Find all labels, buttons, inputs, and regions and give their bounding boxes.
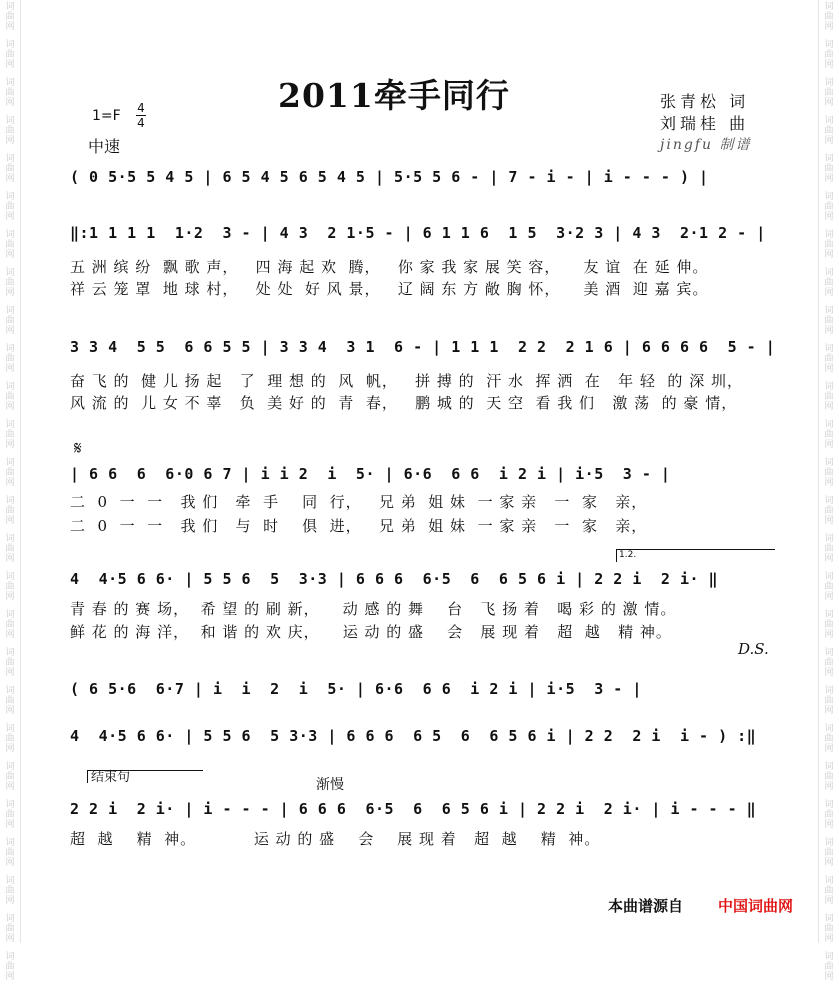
watermark-block (821, 152, 837, 190)
watermark-char: 曲 (824, 50, 834, 60)
notation-line: 3 3 4 5 5 6 6 5 5 | 3 3 4 3 1 6 - | 1 1 1 2 2 2 1 6 | 6 6 6 6 5 - | (70, 338, 776, 356)
watermark-char: 词 (5, 952, 15, 962)
watermark-block (2, 342, 18, 380)
watermark-block (821, 874, 837, 912)
lyric-verse-1: 奋 飞 的 健 儿 扬 起 了 理 想 的 风 帆， 拼 搏 的 汗 水 挥 洒 在 年 轻 的 深 圳， (70, 372, 743, 390)
watermark-char: 词 (824, 116, 834, 126)
watermark-char: 词 (824, 458, 834, 468)
watermark-char: 词 (5, 724, 15, 734)
watermark-char: 网 (824, 668, 834, 678)
watermark-block (2, 304, 18, 342)
watermark-char: 曲 (5, 164, 15, 174)
watermark-char: 曲 (824, 202, 834, 212)
lyric-verse-2: 祥 云 笼 罩 地 球 村， 处 处 好 风 景， 辽 阔 东 方 敞 胸 怀， 美 酒 迎 嘉 宾。 (70, 280, 709, 298)
watermark-char: 网 (824, 250, 834, 260)
watermark-char: 曲 (5, 354, 15, 364)
footer-site-link[interactable]: 中国词曲网 (718, 897, 794, 915)
composer-credit: 刘瑞桂 曲 (660, 114, 750, 133)
watermark-block (2, 38, 18, 76)
time-signature (136, 102, 146, 129)
watermark-block (821, 912, 837, 950)
watermark-block (2, 0, 18, 38)
watermark-char: 词 (824, 344, 834, 354)
watermark-char: 词 (5, 2, 15, 12)
watermark-char: 网 (5, 592, 15, 602)
watermark-block (821, 608, 837, 646)
watermark-char: 网 (5, 896, 15, 906)
watermark-char: 词 (5, 382, 15, 392)
watermark-block (821, 380, 837, 418)
watermark-char: 曲 (5, 430, 15, 440)
watermark-char: 网 (5, 60, 15, 70)
watermark-char: 词 (5, 876, 15, 886)
segno-sign: 𝄋 (74, 438, 82, 459)
watermark-char: 网 (824, 972, 834, 982)
watermark-char: 网 (824, 174, 834, 184)
watermark-char: 网 (5, 440, 15, 450)
watermark-block (821, 684, 837, 722)
watermark-char: 曲 (824, 506, 834, 516)
watermark-char: 网 (5, 934, 15, 944)
watermark-block (2, 722, 18, 760)
volta-bracket: 1.2. (616, 549, 775, 562)
watermark-char: 网 (824, 934, 834, 944)
watermark-block (2, 874, 18, 912)
watermark-char: 曲 (5, 240, 15, 250)
watermark-block (821, 114, 837, 152)
lyric-verse-1: 二 0 一 一 我 们 牵 手 同 行， 兄 弟 姐 妹 一 家 亲 一 家 亲， (70, 493, 648, 511)
lyricist-credit: 张青松 词 (660, 92, 750, 111)
watermark-block (821, 836, 837, 874)
watermark-char: 词 (5, 40, 15, 50)
watermark-char: 曲 (824, 886, 834, 896)
watermark-block (2, 456, 18, 494)
watermark-block (2, 912, 18, 950)
watermark-block (821, 760, 837, 798)
arranger-credit: jingfu 制谱 (660, 137, 752, 153)
watermark-char: 网 (824, 326, 834, 336)
key-signature: 1=F (92, 108, 121, 124)
watermark-block (821, 0, 837, 38)
watermark-char: 词 (5, 838, 15, 848)
watermark-char: 曲 (824, 696, 834, 706)
watermark-char: 曲 (824, 468, 834, 478)
watermark-char: 网 (824, 98, 834, 108)
watermark-char: 曲 (824, 924, 834, 934)
ending-bracket: 结束句 (87, 770, 203, 783)
watermark-char: 词 (824, 838, 834, 848)
watermark-block (821, 570, 837, 608)
watermark-char: 词 (824, 154, 834, 164)
lyric-verse-2: 风 流 的 儿 女 不 辜 负 美 好 的 青 春， 鹏 城 的 天 空 看 我 们 激 荡 的 豪 情， (70, 394, 738, 412)
watermark-char: 曲 (824, 164, 834, 174)
watermark-char: 词 (5, 496, 15, 506)
watermark-char: 词 (824, 914, 834, 924)
watermark-char: 词 (824, 192, 834, 202)
watermark-char: 曲 (824, 848, 834, 858)
watermark-char: 曲 (824, 392, 834, 402)
watermark-char: 曲 (5, 88, 15, 98)
watermark-char: 曲 (824, 12, 834, 22)
song-title: 2011牵手同行 (278, 76, 510, 115)
watermark-char: 网 (824, 60, 834, 70)
watermark-char: 词 (824, 2, 834, 12)
meter-bottom: 4 (137, 116, 145, 130)
watermark-block (2, 494, 18, 532)
watermark-block (821, 190, 837, 228)
watermark-char: 词 (5, 116, 15, 126)
watermark-char: 网 (5, 706, 15, 716)
right-margin-rule (818, 0, 819, 943)
lyric-verse-2: 二 0 一 一 我 们 与 时 俱 进， 兄 弟 姐 妹 一 家 亲 一 家 亲， (70, 517, 648, 535)
watermark-char: 网 (824, 896, 834, 906)
watermark-block (821, 418, 837, 456)
watermark-char: 词 (5, 914, 15, 924)
watermark-char: 网 (5, 744, 15, 754)
watermark-char: 网 (5, 288, 15, 298)
watermark-char: 曲 (5, 316, 15, 326)
notation-line: 4 4·5 6 6· | 5 5 6 5 3·3 | 6 6 6 6·5 6 6 5 6 i | 2 2 i 2 i· ‖ (70, 570, 719, 588)
watermark-char: 曲 (824, 126, 834, 136)
watermark-char: 网 (824, 22, 834, 32)
right-watermark (821, 0, 837, 982)
watermark-char: 网 (5, 630, 15, 640)
watermark-char: 词 (824, 648, 834, 658)
watermark-char: 曲 (5, 544, 15, 554)
watermark-block (821, 722, 837, 760)
watermark-char: 网 (824, 858, 834, 868)
watermark-char: 词 (824, 534, 834, 544)
watermark-block (821, 532, 837, 570)
ritardando-marking: 渐慢 (316, 777, 344, 793)
footer-source-label: 本曲谱源自 (608, 897, 684, 915)
watermark-block (821, 798, 837, 836)
watermark-char: 网 (5, 516, 15, 526)
watermark-block (821, 76, 837, 114)
watermark-char: 网 (5, 174, 15, 184)
watermark-char: 词 (5, 610, 15, 620)
watermark-block (821, 266, 837, 304)
watermark-block (2, 608, 18, 646)
watermark-block (2, 190, 18, 228)
notation-line: ( 6 5·6 6·7 | i i 2 i 5· | 6·6 6 6 i 2 i | i·5 3 - | (70, 680, 642, 698)
watermark-char: 曲 (5, 50, 15, 60)
watermark-char: 曲 (5, 696, 15, 706)
watermark-char: 曲 (5, 848, 15, 858)
watermark-block (2, 266, 18, 304)
watermark-char: 网 (824, 782, 834, 792)
watermark-char: 网 (824, 212, 834, 222)
watermark-char: 词 (824, 762, 834, 772)
watermark-char: 网 (5, 782, 15, 792)
watermark-block (2, 798, 18, 836)
watermark-block (2, 228, 18, 266)
watermark-char: 曲 (824, 278, 834, 288)
watermark-char: 词 (824, 78, 834, 88)
watermark-char: 词 (824, 876, 834, 886)
watermark-block (2, 152, 18, 190)
watermark-block (2, 836, 18, 874)
watermark-char: 词 (5, 306, 15, 316)
watermark-block (821, 456, 837, 494)
watermark-char: 词 (824, 800, 834, 810)
watermark-char: 词 (824, 268, 834, 278)
watermark-char: 曲 (824, 88, 834, 98)
watermark-char: 曲 (5, 962, 15, 972)
watermark-char: 曲 (824, 734, 834, 744)
watermark-char: 网 (824, 592, 834, 602)
watermark-block (821, 950, 837, 988)
watermark-char: 曲 (5, 12, 15, 22)
lyric-verse-1: 五 洲 缤 纷 飘 歌 声， 四 海 起 欢 腾， 你 家 我 家 展 笑 容， 友 谊 在 延 伸。 (70, 258, 709, 276)
watermark-char: 词 (5, 534, 15, 544)
watermark-char: 词 (5, 572, 15, 582)
lyric-verse-2: 鲜 花 的 海 洋， 和 谐 的 欢 庆， 运 动 的 盛 会 展 现 着 超 越 精 神。 (70, 623, 672, 641)
watermark-char: 曲 (5, 810, 15, 820)
notation-line: 2 2 i 2 i· | i - - - | 6 6 6 6·5 6 6 5 6 i | 2 2 i 2 i· | i - - - ‖ (70, 800, 757, 818)
watermark-char: 网 (5, 326, 15, 336)
watermark-block (2, 950, 18, 988)
watermark-char: 曲 (824, 316, 834, 326)
tempo-marking: 中速 (88, 137, 121, 156)
watermark-char: 曲 (824, 772, 834, 782)
watermark-char: 网 (5, 402, 15, 412)
watermark-char: 词 (5, 420, 15, 430)
watermark-char: 网 (5, 478, 15, 488)
watermark-char: 网 (5, 820, 15, 830)
watermark-char: 网 (824, 364, 834, 374)
watermark-char: 曲 (5, 468, 15, 478)
watermark-block (821, 494, 837, 532)
watermark-char: 曲 (5, 126, 15, 136)
watermark-block (821, 646, 837, 684)
watermark-char: 曲 (5, 620, 15, 630)
notation-line: | 6 6 6 6·0 6 7 | i i 2 i 5· | 6·6 6 6 i 2 i | i·5 3 - | (70, 465, 671, 483)
watermark-char: 词 (5, 344, 15, 354)
watermark-char: 曲 (5, 734, 15, 744)
watermark-char: 曲 (824, 544, 834, 554)
watermark-char: 网 (824, 440, 834, 450)
watermark-block (2, 646, 18, 684)
watermark-char: 词 (824, 572, 834, 582)
watermark-char: 词 (5, 154, 15, 164)
watermark-char: 曲 (824, 810, 834, 820)
watermark-char: 网 (5, 22, 15, 32)
watermark-char: 曲 (5, 278, 15, 288)
watermark-char: 曲 (5, 658, 15, 668)
watermark-char: 网 (5, 250, 15, 260)
watermark-block (821, 228, 837, 266)
watermark-char: 词 (5, 458, 15, 468)
watermark-char: 曲 (824, 658, 834, 668)
watermark-block (2, 418, 18, 456)
watermark-block (2, 684, 18, 722)
watermark-char: 词 (5, 762, 15, 772)
left-watermark (2, 0, 18, 982)
watermark-block (2, 570, 18, 608)
lyric-verse-1: 青 春 的 赛 场， 希 望 的 刷 新， 动 感 的 舞 台 飞 扬 着 喝 彩 的 激 情。 (70, 600, 677, 618)
watermark-char: 网 (5, 858, 15, 868)
watermark-block (821, 304, 837, 342)
watermark-char: 网 (5, 136, 15, 146)
dal-segno-mark: D.S. (738, 640, 769, 658)
watermark-char: 网 (5, 554, 15, 564)
watermark-char: 词 (824, 230, 834, 240)
watermark-char: 网 (5, 364, 15, 374)
watermark-char: 网 (824, 136, 834, 146)
watermark-char: 词 (824, 686, 834, 696)
watermark-char: 网 (824, 744, 834, 754)
watermark-char: 词 (824, 952, 834, 962)
watermark-block (2, 380, 18, 418)
watermark-char: 网 (824, 516, 834, 526)
watermark-char: 网 (824, 554, 834, 564)
watermark-char: 网 (824, 706, 834, 716)
watermark-block (2, 760, 18, 798)
notation-line: ‖:1 1 1 1 1·2 3 - | 4 3 2 1·5 - | 6 1 1 6 1 5 3·2 3 | 4 3 2·1 2 - | (70, 224, 766, 242)
left-margin-rule (20, 0, 21, 943)
watermark-char: 词 (5, 800, 15, 810)
watermark-block (2, 532, 18, 570)
watermark-char: 词 (824, 724, 834, 734)
watermark-char: 曲 (5, 886, 15, 896)
watermark-char: 词 (5, 78, 15, 88)
watermark-char: 曲 (824, 962, 834, 972)
watermark-char: 词 (5, 192, 15, 202)
watermark-char: 曲 (5, 582, 15, 592)
watermark-block (821, 38, 837, 76)
watermark-char: 曲 (5, 924, 15, 934)
watermark-char: 曲 (824, 240, 834, 250)
watermark-char: 曲 (824, 430, 834, 440)
watermark-char: 网 (5, 972, 15, 982)
watermark-char: 曲 (824, 354, 834, 364)
watermark-char: 词 (824, 420, 834, 430)
watermark-char: 网 (5, 212, 15, 222)
lyric-verse-1: 超 越 精 神。 运 动 的 盛 会 展 现 着 超 越 精 神。 (70, 830, 601, 848)
watermark-char: 曲 (824, 620, 834, 630)
watermark-char: 词 (824, 496, 834, 506)
watermark-char: 网 (5, 668, 15, 678)
watermark-char: 曲 (5, 202, 15, 212)
watermark-char: 词 (824, 610, 834, 620)
notation-line: 4 4·5 6 6· | 5 5 6 5 3·3 | 6 6 6 6 5 6 6 5 6 i | 2 2 2 i i - ) :‖ (70, 727, 757, 745)
watermark-char: 网 (824, 820, 834, 830)
watermark-char: 曲 (824, 582, 834, 592)
watermark-char: 曲 (5, 506, 15, 516)
watermark-char: 网 (824, 402, 834, 412)
watermark-char: 词 (5, 686, 15, 696)
meter-top: 4 (137, 101, 145, 115)
watermark-char: 网 (824, 630, 834, 640)
watermark-block (2, 114, 18, 152)
watermark-block (2, 76, 18, 114)
watermark-char: 网 (5, 98, 15, 108)
notation-line: ( 0 5·5 5 4 5 | 6 5 4 5 6 5 4 5 | 5·5 5 6 - | 7 - i - | i - - - ) | (70, 168, 709, 186)
watermark-char: 曲 (5, 392, 15, 402)
watermark-block (821, 342, 837, 380)
watermark-char: 词 (5, 268, 15, 278)
watermark-char: 词 (5, 648, 15, 658)
watermark-char: 曲 (5, 772, 15, 782)
watermark-char: 词 (5, 230, 15, 240)
watermark-char: 网 (824, 478, 834, 488)
watermark-char: 词 (824, 306, 834, 316)
watermark-char: 词 (824, 382, 834, 392)
watermark-char: 词 (824, 40, 834, 50)
watermark-char: 网 (824, 288, 834, 298)
